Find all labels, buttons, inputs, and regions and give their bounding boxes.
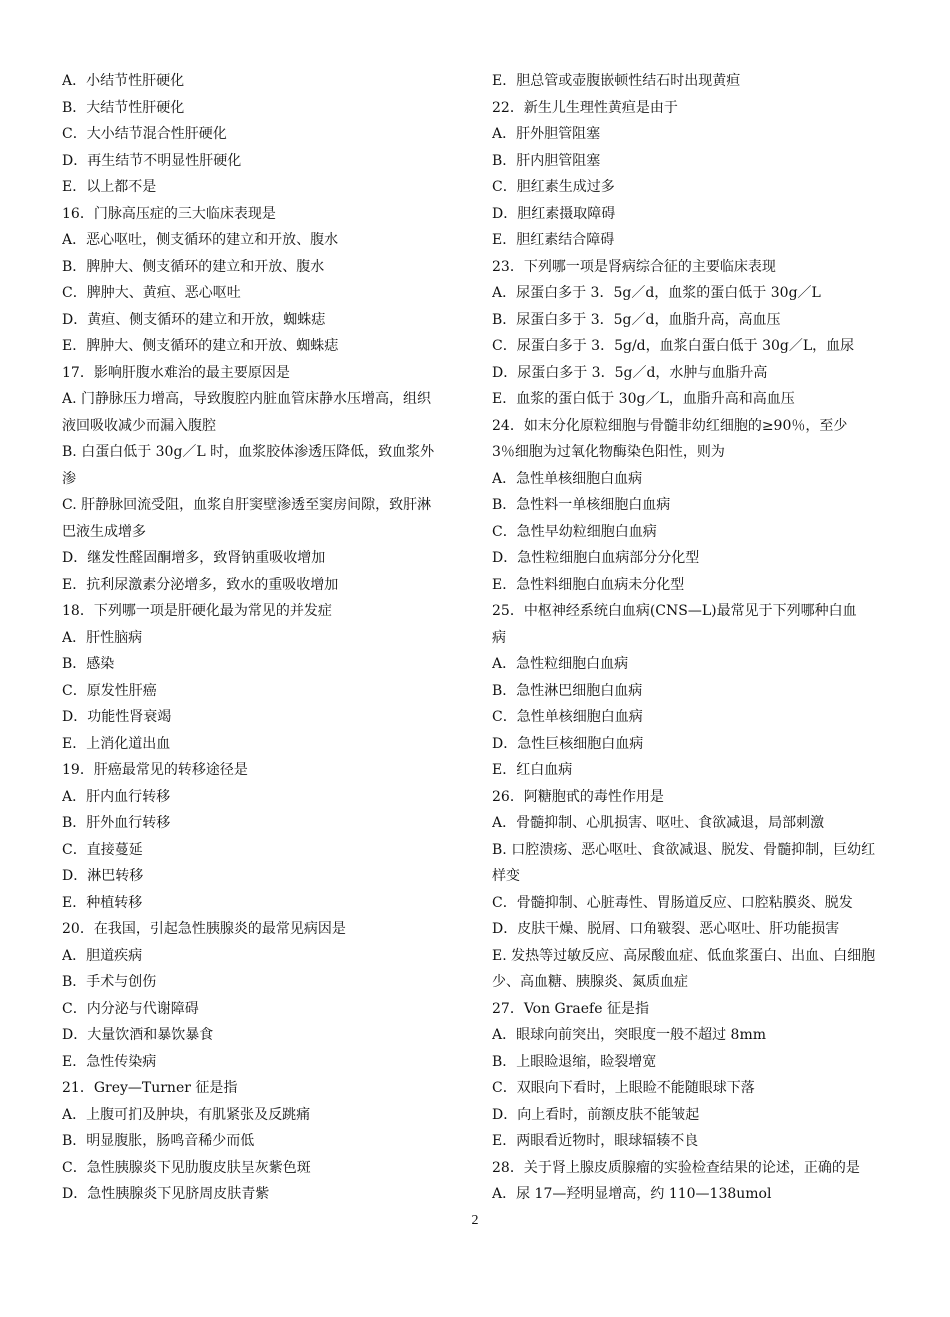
text-line: 液回吸收减少而漏入腹腔 xyxy=(62,417,216,434)
text-line: B．肝内胆管阻塞 xyxy=(492,152,601,169)
text-line: 病 xyxy=(492,629,506,646)
text-line: E．脾肿大、侧支循环的建立和开放、蜘蛛痣 xyxy=(62,338,339,354)
text-line: E．红白血病 xyxy=(492,762,573,778)
text-line: E．胆红素结合障碍 xyxy=(492,232,615,248)
text-line: E．血浆的蛋白低于 30g／L，血脂升高和高血压 xyxy=(492,391,795,407)
text-line: C．尿蛋白多于 3．5g/d，血浆白蛋白低于 30g／L，血尿 xyxy=(492,338,855,354)
text-line: A．眼球向前突出，突眼度一般不超过 8mm xyxy=(492,1027,767,1043)
text-line: 27．Von Graefe 征是指 xyxy=(492,1000,649,1017)
text-line: E．种植转移 xyxy=(62,894,143,911)
right-column xyxy=(492,68,896,1208)
text-line: 16．门脉高压症的三大临床表现是 xyxy=(62,205,276,222)
text-line: B．上眼睑退缩，睑裂增宽 xyxy=(492,1053,657,1070)
text-line: 18．下列哪一项是肝硬化最为常见的并发症 xyxy=(62,603,332,619)
text-line: D．急性粒细胞白血病部分分化型 xyxy=(492,550,700,566)
text-line: D．急性胰腺炎下见脐周皮肤青紫 xyxy=(62,1186,270,1202)
text-line: C．脾肿大、黄疸、恶心呕吐 xyxy=(62,285,241,301)
text-line: C．骨髓抑制、心脏毒性、胃肠道反应、口腔粘膜炎、脱发 xyxy=(492,894,853,911)
left-column xyxy=(62,68,466,1208)
text-line: E．以上都不是 xyxy=(62,179,157,195)
text-line: A．肝外胆管阻塞 xyxy=(492,126,601,142)
text-line: 23．下列哪一项是肾病综合征的主要临床表现 xyxy=(492,258,776,275)
text-line: B. 口腔溃疡、恶心呕吐、食欲减退、脱发、骨髓抑制，巨幼红 xyxy=(492,841,876,858)
text-line: 26．阿糖胞甙的毒性作用是 xyxy=(492,788,664,805)
text-line: 17．影响肝腹水难治的最主要原因是 xyxy=(62,364,290,381)
text-line: D．皮肤干燥、脱屑、口角皲裂、恶心呕吐、肝功能损害 xyxy=(492,921,840,937)
page-number: 2 xyxy=(471,1213,479,1228)
text-line: C．直接蔓延 xyxy=(62,841,143,858)
text-line: A．急性单核细胞白血病 xyxy=(492,470,643,487)
text-line: 28．关于肾上腺皮质腺瘤的实验检查结果的论述，正确的是 xyxy=(492,1159,860,1176)
text-line: C．急性胰腺炎下见肋腹皮肤呈灰紫色斑 xyxy=(62,1159,311,1176)
text-line: 样变 xyxy=(492,868,520,884)
text-line: A．尿 17—羟明显增高，约 110—138umol xyxy=(492,1186,772,1202)
text-line: A. 门静脉压力增高，导致腹腔内脏血管床静水压增高，组织 xyxy=(62,391,432,407)
text-line: E．急性传染病 xyxy=(62,1053,157,1070)
text-line: A．上腹可扪及肿块，有肌紧张及反跳痛 xyxy=(62,1106,311,1123)
text-line: A．小结节性肝硬化 xyxy=(62,73,185,89)
text-line: 3％细胞为过氧化物酶染色阳性，则为 xyxy=(492,444,725,460)
text-line: D．尿蛋白多于 3．5g／d，水肿与血脂升高 xyxy=(492,364,768,381)
text-line: C．原发性肝癌 xyxy=(62,682,157,699)
text-line: D．再生结节不明显性肝硬化 xyxy=(62,152,242,169)
text-line: E．两眼看近物时，眼球辐辏不良 xyxy=(492,1133,699,1149)
text-line: 21．Grey—Turner 征是指 xyxy=(62,1080,238,1096)
text-line: B．手术与创伤 xyxy=(62,974,157,990)
text-line: 22．新生儿生理性黄疸是由于 xyxy=(492,99,678,116)
text-line: E．上消化道出血 xyxy=(62,735,171,752)
text-line: B．明显腹胀，肠鸣音稀少而低 xyxy=(62,1133,255,1149)
text-line: E．抗利尿激素分泌增多，致水的重吸收增加 xyxy=(62,576,339,593)
text-line: B. 白蛋白低于 30g／L 时，血浆胶体渗透压降低，致血浆外 xyxy=(62,444,435,460)
text-line: D．功能性肾衰竭 xyxy=(62,709,172,725)
text-line: 25．中枢神经系统白血病(CNS—L)最常见于下列哪种白血 xyxy=(492,603,857,619)
text-line: B．急性料一单核细胞白血病 xyxy=(492,497,671,513)
text-line: C．急性单核细胞白血病 xyxy=(492,709,643,725)
text-line: B．尿蛋白多于 3．5g／d，血脂升高，高血压 xyxy=(492,311,781,328)
text-line: D．向上看时，前额皮肤不能皱起 xyxy=(492,1106,700,1123)
text-line: E. 发热等过敏反应、高尿酸血症、低血浆蛋白、出血、白细胞 xyxy=(492,947,876,964)
text-line: C．急性早幼粒细胞白血病 xyxy=(492,523,657,540)
text-line: D．淋巴转移 xyxy=(62,868,144,884)
text-line: 24．如末分化原粒细胞与骨髓非幼红细胞的≥90％，至少 xyxy=(492,417,848,434)
text-line: A．尿蛋白多于 3．5g／d，血浆的蛋白低于 30g／L xyxy=(492,285,821,301)
text-line: A．肝性脑病 xyxy=(62,629,143,646)
text-line: A．肝内血行转移 xyxy=(62,788,171,805)
text-line: D．胆红素摄取障碍 xyxy=(492,205,616,222)
text-line: C．双眼向下看时，上眼睑不能随眼球下落 xyxy=(492,1080,755,1096)
text-line: A．胆道疾病 xyxy=(62,947,143,964)
text-line: A．恶心呕吐，侧支循环的建立和开放、腹水 xyxy=(62,232,339,248)
text-line: D．急性巨核细胞白血病 xyxy=(492,735,644,752)
text-line: 巴液生成增多 xyxy=(62,523,146,540)
text-line: E．急性料细胞白血病未分化型 xyxy=(492,576,685,593)
text-line: D．继发性醛固酮增多，致肾钠重吸收增加 xyxy=(62,550,326,566)
text-line: E．胆总管或壶腹嵌顿性结石时出现黄疸 xyxy=(492,73,741,89)
text-line: B．大结节性肝硬化 xyxy=(62,99,185,116)
text-line: D．大量饮酒和暴饮暴食 xyxy=(62,1027,214,1043)
text-line: 19．肝癌最常见的转移途径是 xyxy=(62,762,248,778)
text-line: B．感染 xyxy=(62,656,115,672)
text-line: A．急性粒细胞白血病 xyxy=(492,656,629,672)
text-line: C. 肝静脉回流受阻，血浆自肝窦壁渗透至窦房间隙，致肝淋 xyxy=(62,497,432,513)
text-line: C．大小结节混合性肝硬化 xyxy=(62,126,227,142)
text-line: 渗 xyxy=(62,470,76,487)
text-line: 少、高血糖、胰腺炎、氮质血症 xyxy=(492,974,688,990)
text-line: C．内分泌与代谢障碍 xyxy=(62,1000,199,1017)
text-line: D．黄疸、侧支循环的建立和开放，蜘蛛痣 xyxy=(62,311,326,328)
text-line: C．胆红素生成过多 xyxy=(492,179,615,195)
text-line: B．急性淋巴细胞白血病 xyxy=(492,682,643,699)
text-line: B．肝外血行转移 xyxy=(62,815,171,831)
text-line: A．骨髓抑制、心肌损害、呕吐、食欲减退，局部刺激 xyxy=(492,815,825,831)
text-line: B．脾肿大、侧支循环的建立和开放、腹水 xyxy=(62,258,325,275)
text-line: 20．在我国，引起急性胰腺炎的最常见病因是 xyxy=(62,921,346,937)
